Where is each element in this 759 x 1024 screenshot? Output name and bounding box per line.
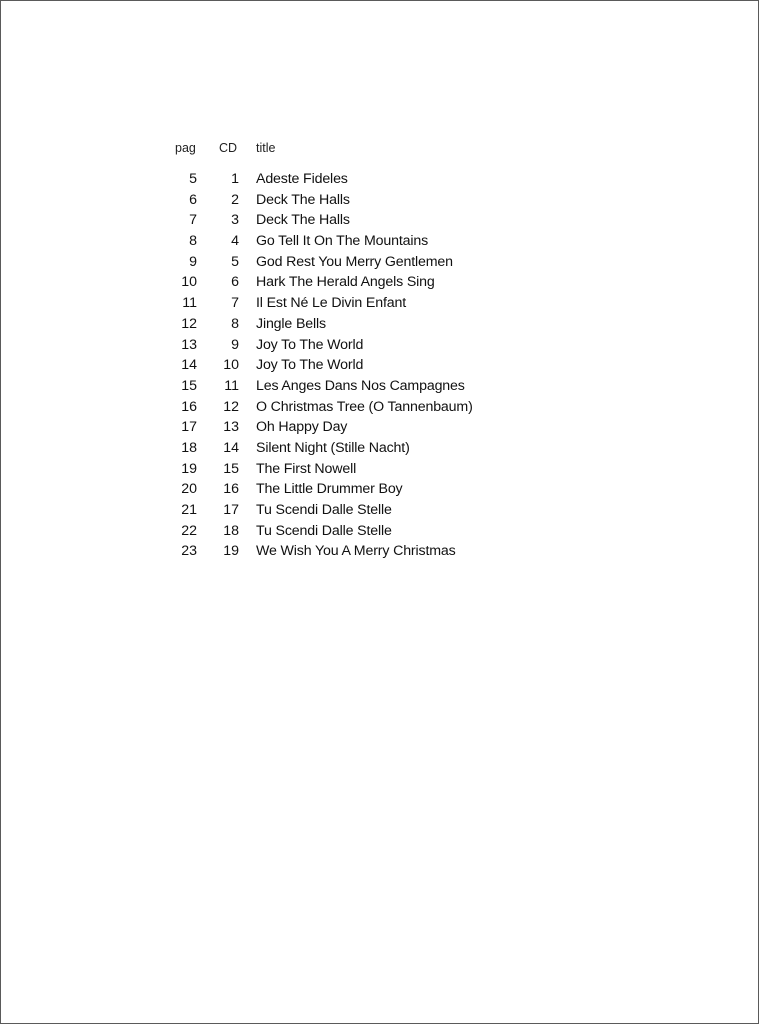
- row-cd: 14: [223, 439, 239, 456]
- row-title: The First Nowell: [256, 460, 357, 477]
- row-pag: 6: [189, 191, 197, 208]
- row-pag: 16: [181, 398, 197, 415]
- row-cd: 18: [223, 522, 239, 539]
- table-row: [161, 459, 581, 480]
- row-title: Oh Happy Day: [256, 419, 348, 436]
- table-row: [161, 376, 581, 397]
- table-row: [161, 335, 581, 356]
- row-pag: 22: [181, 522, 197, 539]
- row-cd: 15: [223, 460, 239, 477]
- table-row: [161, 521, 581, 542]
- row-cd: 16: [223, 481, 239, 498]
- table-row: [161, 169, 581, 190]
- row-pag: 18: [181, 439, 197, 456]
- row-title: Joy To The World: [256, 357, 364, 374]
- row-title: We Wish You A Merry Christmas: [256, 543, 456, 560]
- row-cd: 12: [223, 398, 239, 415]
- row-pag: 15: [181, 377, 197, 394]
- table-row: [161, 190, 581, 211]
- row-title: Tu Scendi Dalle Stelle: [256, 522, 392, 539]
- row-title: Go Tell It On The Mountains: [256, 233, 429, 250]
- row-title: Silent Night (Stille Nacht): [256, 439, 410, 456]
- header-cd: CD: [219, 141, 238, 155]
- row-cd: 7: [231, 295, 239, 312]
- table-row: [161, 252, 581, 273]
- row-title: God Rest You Merry Gentlemen: [256, 253, 453, 270]
- table-row: [161, 293, 581, 314]
- row-pag: 7: [189, 212, 197, 229]
- row-cd: 17: [223, 502, 239, 518]
- table-row: [161, 438, 581, 459]
- row-cd: 4: [231, 233, 239, 250]
- row-title: Joy To The World: [256, 336, 364, 353]
- toc-body: [161, 169, 581, 562]
- table-row: [161, 397, 581, 418]
- row-pag: 12: [181, 315, 197, 332]
- row-cd: 19: [223, 543, 239, 560]
- row-pag: 14: [181, 357, 197, 374]
- row-cd: 9: [231, 336, 239, 353]
- row-pag: 19: [181, 460, 197, 477]
- table-row: [161, 355, 581, 376]
- row-cd: 11: [224, 377, 239, 394]
- row-pag: 11: [182, 295, 197, 312]
- table-row: [161, 417, 581, 438]
- row-title: Deck The Halls: [256, 212, 350, 229]
- row-pag: 9: [189, 253, 197, 270]
- row-cd: 1: [231, 171, 239, 187]
- table-row: [161, 210, 581, 231]
- row-pag: 20: [181, 481, 197, 498]
- row-cd: 6: [231, 274, 239, 291]
- row-cd: 13: [223, 419, 239, 436]
- row-cd: 10: [223, 357, 239, 374]
- row-pag: 5: [189, 171, 197, 187]
- row-pag: 23: [181, 543, 197, 560]
- row-title: Il Est Né Le Divin Enfant: [256, 295, 407, 312]
- table-row: [161, 272, 581, 293]
- row-cd: 3: [231, 212, 239, 229]
- header-title: title: [256, 141, 276, 155]
- table-row: [161, 231, 581, 252]
- row-title: Les Anges Dans Nos Campagnes: [256, 377, 465, 394]
- header-pag: pag: [175, 141, 196, 155]
- table-row: [161, 500, 581, 521]
- row-title: Hark The Herald Angels Sing: [256, 274, 435, 291]
- row-pag: 10: [181, 274, 197, 291]
- table-row: [161, 479, 581, 500]
- row-title: Adeste Fideles: [256, 171, 348, 187]
- row-pag: 13: [181, 336, 197, 353]
- table-row: [161, 314, 581, 335]
- row-cd: 2: [231, 191, 239, 208]
- row-pag: 17: [181, 419, 197, 436]
- row-title: Tu Scendi Dalle Stelle: [256, 502, 392, 518]
- row-title: Deck The Halls: [256, 191, 350, 208]
- row-pag: 21: [181, 502, 197, 518]
- row-cd: 5: [231, 253, 239, 270]
- table-row: [161, 541, 581, 562]
- row-title: O Christmas Tree (O Tannenbaum): [256, 398, 473, 415]
- row-title: Jingle Bells: [256, 315, 326, 332]
- row-title: The Little Drummer Boy: [256, 481, 403, 498]
- row-pag: 8: [189, 233, 197, 250]
- row-cd: 8: [231, 315, 239, 332]
